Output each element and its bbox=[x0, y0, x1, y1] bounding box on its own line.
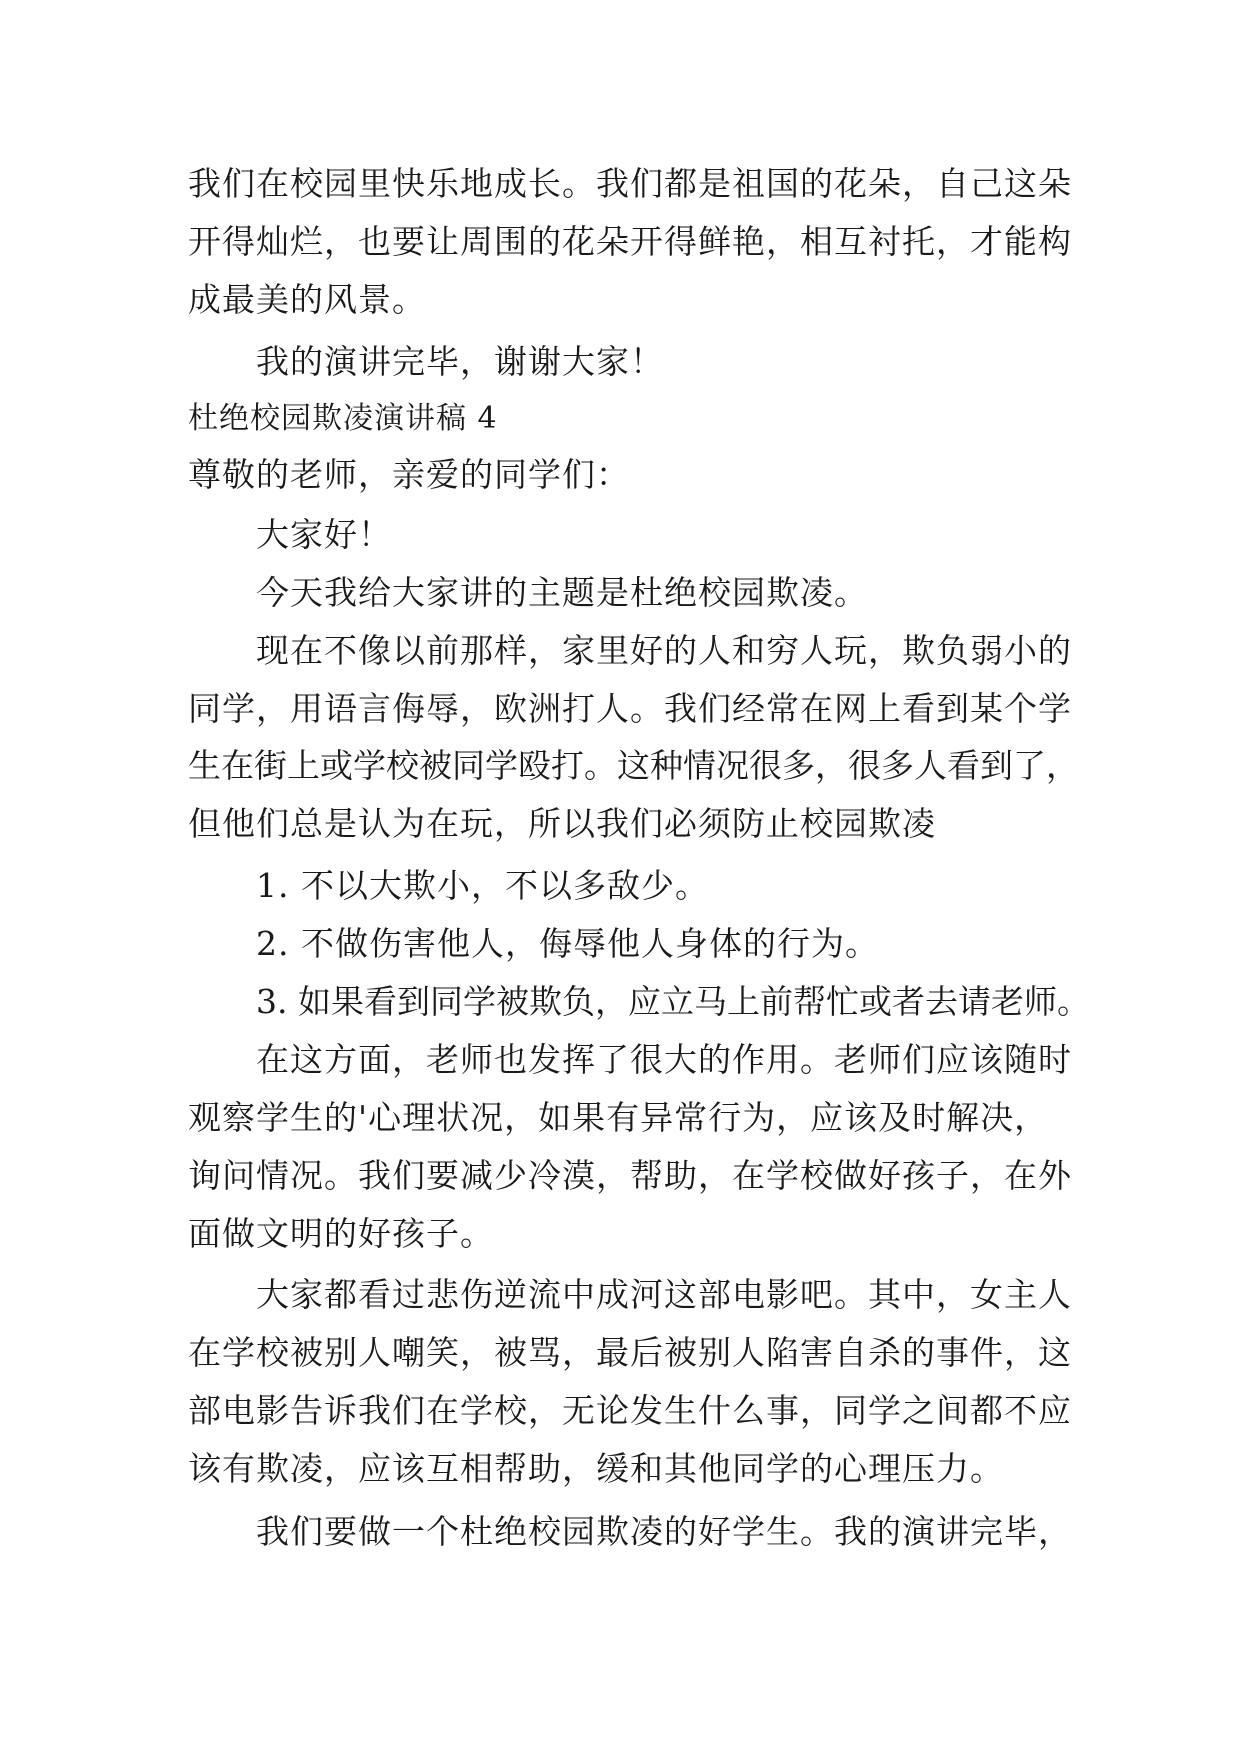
body-line: 现在不像以前那样，家里好的人和穷人玩，欺负弱小的 bbox=[256, 631, 1072, 670]
body-line: 在这方面，老师也发挥了很大的作用。老师们应该随时 bbox=[256, 1040, 1072, 1079]
body-line: 面做文明的好孩子。 bbox=[188, 1214, 494, 1253]
body-line: 成最美的风景。 bbox=[188, 280, 426, 319]
body-line: 在学校被别人嘲笑，被骂，最后被别人陷害自杀的事件，这 bbox=[188, 1333, 1072, 1372]
section-heading: 杜绝校园欺凌演讲稿 4 bbox=[188, 401, 498, 436]
body-line: 观察学生的'心理状况，如果有异常行为，应该及时解决， bbox=[188, 1098, 1049, 1137]
list-item: 3. 如果看到同学被欺负，应立马上前帮忙或者去请老师。 bbox=[256, 982, 1090, 1021]
salutation: 尊敬的老师，亲爱的同学们： bbox=[188, 455, 630, 494]
list-item: 2. 不做伤害他人，侮辱他人身体的行为。 bbox=[256, 924, 879, 963]
body-line: 我们要做一个杜绝校园欺凌的好学生。我的演讲完毕， bbox=[256, 1512, 1072, 1551]
body-line: 询问情况。我们要减少冷漠，帮助，在学校做好孩子，在外 bbox=[188, 1156, 1072, 1195]
body-line: 开得灿烂，也要让周围的花朵开得鲜艳，相互衬托，才能构 bbox=[188, 222, 1072, 261]
body-line: 今天我给大家讲的主题是杜绝校园欺凌。 bbox=[256, 573, 868, 612]
body-line: 我们在校园里快乐地成长。我们都是祖国的花朵，自己这朵 bbox=[188, 164, 1072, 203]
body-line: 同学，用语言侮辱，欧洲打人。我们经常在网上看到某个学 bbox=[188, 689, 1072, 728]
body-line: 大家都看过悲伤逆流中成河这部电影吧。其中，女主人 bbox=[256, 1275, 1072, 1314]
body-line: 但他们总是认为在玩，所以我们必须防止校园欺凌 bbox=[188, 804, 936, 843]
list-item: 1. 不以大欺小，不以多敌少。 bbox=[256, 866, 709, 905]
closing-line: 我的演讲完毕，谢谢大家！ bbox=[256, 342, 664, 381]
body-line: 部电影告诉我们在学校，无论发生什么事，同学之间都不应 bbox=[188, 1391, 1072, 1430]
greeting: 大家好！ bbox=[256, 515, 392, 554]
body-line: 该有欺凌，应该互相帮助，缓和其他同学的心理压力。 bbox=[188, 1449, 1004, 1488]
body-line: 生在街上或学校被同学殴打。这种情况很多，很多人看到了， bbox=[188, 746, 1079, 785]
